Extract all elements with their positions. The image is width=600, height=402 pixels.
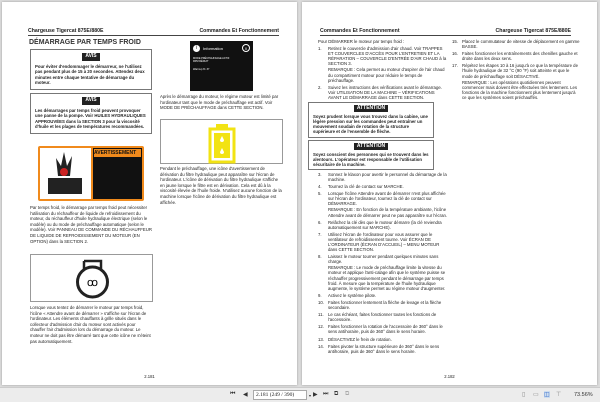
- step-item: [318, 191, 448, 217]
- step-item: [318, 324, 448, 334]
- header-right: Chargeuse Tigercat 875E/880E: [495, 28, 571, 34]
- step-item: [318, 293, 448, 298]
- step-item: [318, 172, 448, 182]
- step-item: [318, 337, 448, 342]
- info-line: RPM RÉDUIT: [193, 60, 209, 63]
- step-text: Suivez les instructions des vérifications avant le démarrage. Voir UTILISATION DE LA MACHINE – VÉRIFICATIONS AVANT LE DÉMARRAGE dans CETTE SECTION.: [328, 84, 442, 100]
- step-text: Retirez le couvercle d'admission d'air chaud. Voir TRAPPES ET COUVERCLES D'ACCÈS POUR L'ENTRETIEN ET LA RÉPARATION – COUVERCLE D'ENTRÉE D'AIR CHAUD à la SECTION 3.: [328, 46, 447, 67]
- page-dropdown-icon[interactable]: ▾: [309, 393, 312, 398]
- step-number: 13.: [318, 336, 324, 342]
- page-header: [28, 28, 279, 36]
- paragraph: Après le démarrage du moteur, le régime moteur est limité par l'ordinateur tant que le mode de préchauffage est actif. Voir MODE DE PRÉCHAUFFAGE dans CETTE SECTION.: [160, 94, 279, 111]
- step-number: 7.: [318, 231, 322, 237]
- single-page-view-icon[interactable]: ▯: [522, 392, 526, 398]
- step-text: Répétez les étapes 10 à 16 jusqu'à ce que la température de l'huile hydraulique de 32 °C (90 °F) soit atteinte et que le mode de préchauffage soit DÉSACTIVÉ.: [462, 63, 578, 79]
- step-number: 10.: [318, 299, 324, 305]
- step-number: 12.: [318, 324, 324, 330]
- info-line: Warmup %: 37: [193, 68, 210, 71]
- step-number: 9.: [318, 292, 322, 298]
- remark: REMARQUE : Cela permet au moteur d'aspirer de l'air chaud du compartiment moteur pour réduire le temps de préchauffage.: [328, 67, 445, 83]
- first-page-button[interactable]: ⏮: [230, 391, 236, 397]
- avis-text: Les démarrages par temps froid peuvent provoquer une panne de la pompe. Voir HUILES HYDRAULIQUES APPROUVÉES dans la SECTION 3 pour la viscosité d'huile et les plages de températures recommandées.: [35, 107, 146, 130]
- step-number: 15.: [452, 39, 458, 44]
- step-number: 2.: [318, 84, 322, 90]
- intro: Pour DÉMARRER le moteur par temps froid :: [318, 39, 405, 44]
- avis-box-1: [30, 49, 152, 90]
- step-item: [318, 300, 448, 310]
- wait-to-start-icon-box: [30, 254, 153, 302]
- warning-label: [38, 146, 144, 201]
- avis-tag: AVIS: [82, 97, 99, 105]
- remark: REMARQUE : Le mode de préchauffage limite la vitesse du moteur et applique l'anti-calage afin que le système puisse se réchauffer progressivement pendant le démarrage par temps froid. À mesure que la température de l'huile hydraulique augmente, le système permet au régime moteur d'augmenter.: [328, 265, 446, 291]
- step-text: Tournez la clé de contact sur MARCHE.: [328, 184, 404, 190]
- step-item: [318, 46, 448, 83]
- step-text: Faites fonctionner les entraînements des chenilles gauche et droite dans les deux sens.: [462, 51, 578, 62]
- continuous-view-icon[interactable]: ▭: [533, 392, 539, 398]
- step-text: Lorsque l'icône Attendre avant de démarrer n'est plus affichée sur l'écran de l'ordinateur, tournez la clé de contact sur DÉMARRAGE.: [328, 191, 446, 207]
- attention-box: [308, 102, 434, 137]
- step-text: Placez le commutateur de vitesse de déplacement en gamme BASSE.: [462, 39, 580, 50]
- page-left: [2, 2, 297, 385]
- page-number: 2.181: [144, 374, 155, 379]
- info-title: Information: [203, 45, 224, 51]
- step-number: 14.: [318, 343, 324, 349]
- step-text: Utilisez l'écran de l'ordinateur pour vous assurer que le ventilateur de refroidissement tourne. Voir ÉCRAN DE L'ORDINATEUR (ÉCRAN D'ACCUEIL) – MENU MOTEUR dans CETTE SECTION.: [328, 231, 440, 253]
- step-number: 17.: [452, 63, 458, 69]
- next-page-button[interactable]: ▶: [313, 392, 318, 398]
- step-text: Faites fonctionner lentement la flèche de levage et la flèche secondaire.: [328, 299, 442, 311]
- step-text: Le cas échéant, faites fonctionner toutes les fonctions de l'accessoire.: [328, 312, 437, 323]
- step-item: [452, 51, 580, 61]
- info-screen: [190, 41, 253, 91]
- step-text: Faites pivoter la structure supérieure de 360° dans le sens antihoraire, puis de 360° dans le sens horaire.: [328, 343, 440, 354]
- previous-page-button[interactable]: ◀: [243, 392, 248, 398]
- info-icon: i: [193, 45, 200, 52]
- step-item: [318, 312, 448, 322]
- avis-text: Pour éviter d'endommager le démarreur, ne l'utilisez pas pendant plus de 15 à 20 secondes. Attendez deux minutes entre chaque tentative de démarrage du moteur.: [35, 63, 145, 86]
- svg-text:ꝏ: ꝏ: [86, 277, 99, 289]
- step-text: Faites fonctionner la rotation de l'accessoire de 360° dans le sens antihoraire, puis de 360° dans le sens horaire.: [328, 324, 443, 335]
- attention-text: Soyez conscient des personnes qui se trouvent dans les alentours. L'opérateur est responsable de l'utilisation sécuritaire de la machine.: [313, 151, 429, 167]
- attention-tag: ATTENTION: [354, 143, 388, 150]
- section-title: DÉMARRAGE PAR TEMPS FROID: [29, 39, 141, 46]
- header-left: Commandes Et Fonctionnement: [320, 28, 400, 34]
- info-line: MODE PRÉCHAUFFAGE ACTIF: [193, 57, 230, 60]
- step-item: [318, 85, 448, 100]
- step-item: [318, 220, 448, 230]
- attention-box: [308, 140, 434, 170]
- engine-explosion-icon: [40, 148, 91, 199]
- step-text: Activez le système pilote.: [328, 292, 377, 298]
- grid-heater-icon: [31, 255, 154, 303]
- step-item: [452, 39, 580, 49]
- remark: REMARQUE : En fonction de la température ambiante, l'icône Attendre avant de démarrer peut ne pas apparaître sur l'écran.: [328, 207, 448, 218]
- copy-icon[interactable]: ⧉: [334, 391, 339, 397]
- two-page-view-icon[interactable]: ◫: [544, 392, 550, 398]
- step-item: [318, 254, 448, 291]
- step-number: 6.: [318, 219, 322, 225]
- hydraulic-filter-bypass-icon: [161, 120, 284, 165]
- page-number: 2.182: [444, 374, 455, 379]
- fit-view-icon[interactable]: ⊤: [556, 392, 562, 398]
- warning-tag: AVERTISSEMENT: [94, 149, 141, 157]
- step-number: 1.: [318, 46, 322, 52]
- filter-bypass-icon-box: [160, 119, 283, 164]
- avis-box-2: [30, 93, 152, 134]
- attention-tag: ATTENTION: [354, 105, 388, 112]
- step-number: 4.: [318, 184, 322, 190]
- avis-tag: AVIS: [82, 53, 99, 61]
- step-text: Relâchez la clé dès que le moteur démarre (la clé reviendra automatiquement sur MARCHE).: [328, 219, 442, 230]
- page-number-field[interactable]: 2.181 (249 / 390): [253, 390, 307, 400]
- header-right: Commandes Et Fonctionnement: [199, 28, 279, 34]
- step-number: 16.: [452, 51, 458, 57]
- step-item: [318, 184, 448, 189]
- page-header: [320, 28, 571, 36]
- step-item: [318, 344, 448, 354]
- step-number: 5.: [318, 191, 322, 197]
- left-column: [313, 39, 448, 356]
- paragraph: Lorsque vous tentez de démarrer le moteur par temps froid, l'icône « Attendre avant de démarrer » s'affiche sur l'écran de l'ordinateur. Les éléments chauffants à grille situés dans le collecteur d'admission d'air du moteur sont activés pour chauffer l'air d'admission lors du démarrage du moteur. Le moteur ne doit pas être démarré tant que cette icône ne s'éteint pas automatiquement.: [30, 305, 151, 344]
- step-text: DÉSACTIVEZ le frein de rotation.: [328, 336, 392, 342]
- step-number: 11.: [318, 312, 324, 318]
- paragraph: Par temps froid, le démarrage par temps froid peut nécessiter l'utilisation du réchauffeur de liquide de refroidissement du moteur, du réchauffeur d'huile hydraulique électrique (selon le modèle) ou du mode de préchauffage automatique (selon le modèle). Voir PANNEAU DE COMMANDE DU RÉCHAUFFEUR DE LIQUIDE DE REFROIDISSEMENT DU MOTEUR (EN OPTION) dans la SECTION 2.: [30, 205, 152, 244]
- attention-text: Soyez prudent lorsque vous trouvez dans la cabine, une légère pression sur les commandes peut entraîner un mouvement soudain de rotation de la structure supérieure et de l'ensemble de flèche.: [313, 114, 428, 135]
- close-icon: X: [242, 44, 250, 52]
- step-number: 8.: [318, 254, 322, 260]
- step-item: [452, 63, 580, 100]
- paste-icon[interactable]: ⧉: [345, 391, 350, 397]
- header-left: Chargeuse Tigercat 875E/880E: [28, 28, 104, 34]
- remark: REMARQUE : Les opérations quotidiennes peuvent commencer mais doivent être effectuées très lentement. Les fonctions de la machine fonctionnent plus lentement jusqu'à ce que les systèmes soient préchauffés.: [462, 79, 578, 100]
- step-number: 3.: [318, 171, 322, 177]
- right-column: [452, 39, 580, 102]
- step-text: Laissez le moteur tourner pendant quelques minutes sans charge.: [328, 254, 439, 265]
- last-page-button[interactable]: ⏭: [323, 391, 329, 397]
- viewer-toolbar: [0, 387, 600, 402]
- step-item: [318, 232, 448, 252]
- step-text: Sonnez le klaxon pour avertir le personnel du démarrage de la machine.: [328, 171, 447, 182]
- paragraph: Pendant le préchauffage, une icône d'avertissement de dérivation du filtre hydraulique peut apparaître sur l'écran de l'ordinateur. L'icône de dérivation du filtre hydraulique s'affiche en jaune lorsque le filtre est en dérivation. Cela est dû à la viscosité élevée de l'huile froide. N'utilisez aucune fonction de la machine lorsque l'icône de dérivation du filtre hydraulique est affichée.: [160, 166, 282, 205]
- zoom-level[interactable]: 73.56%: [574, 392, 593, 398]
- page-right: [302, 2, 597, 385]
